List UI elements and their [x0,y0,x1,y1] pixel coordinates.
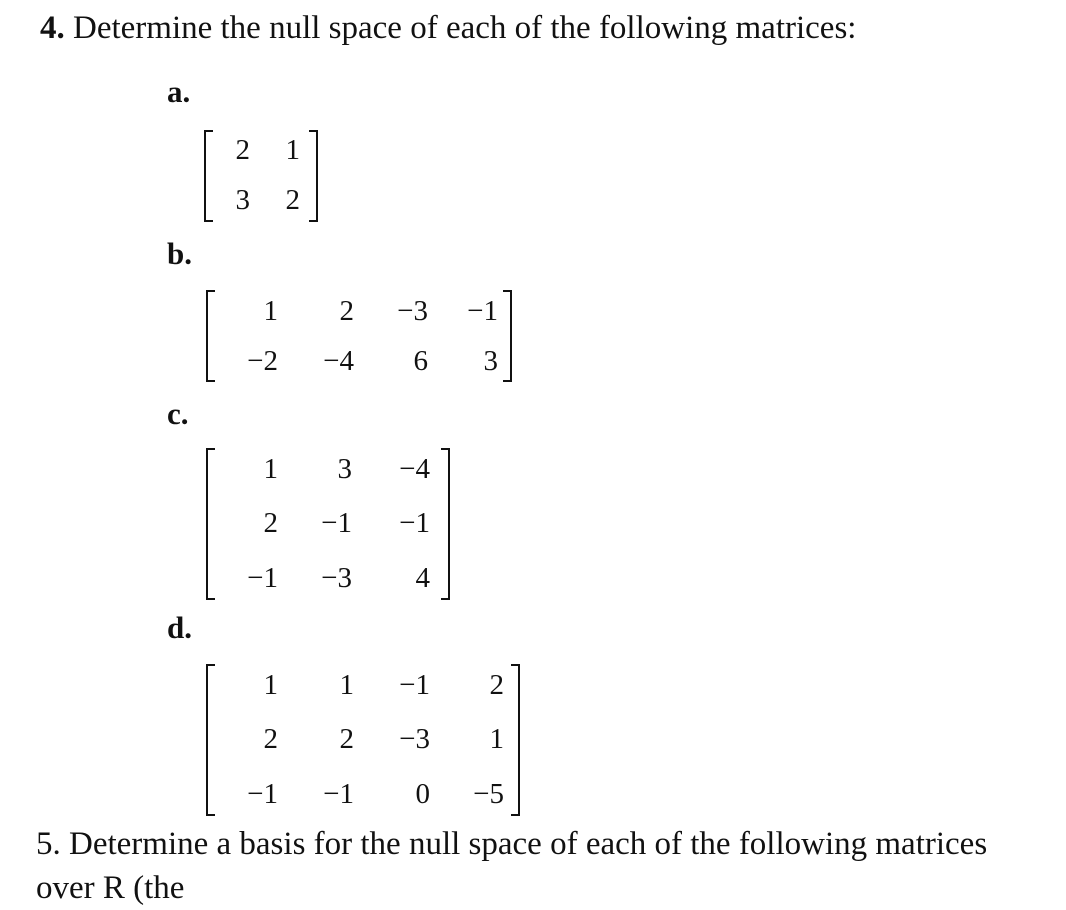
matrix-cell: 2 [263,507,278,539]
matrix-cell: 0 [415,778,430,810]
matrix-cell: 1 [489,723,504,755]
matrix-cell: 2 [263,723,278,755]
matrix-row [206,667,520,703]
matrix-row [206,776,520,812]
matrix-a [204,130,318,222]
matrix-row [206,293,512,329]
matrix-cell: −1 [247,778,278,810]
problem-number: 4. [40,10,65,46]
matrix-row [206,505,450,541]
matrix-cell: 2 [339,295,354,327]
next-problem-cutoff-text [36,822,996,906]
matrix-cell: −2 [247,345,278,377]
matrix-cell: 2 [489,669,504,701]
matrix-cell: −1 [323,778,354,810]
matrix-cell: 3 [483,345,498,377]
matrix-cell: 1 [285,134,300,166]
matrix-cell: −1 [247,562,278,594]
matrix-c [206,448,450,600]
matrix-cell: 3 [235,184,250,216]
matrix-cell: 1 [339,669,354,701]
matrix-cell: −3 [397,295,428,327]
matrix-cell: −3 [321,562,352,594]
matrix-cell: 3 [337,453,352,485]
matrix-cell: 1 [263,295,278,327]
matrix-cell: −1 [467,295,498,327]
matrix-cell: −3 [399,723,430,755]
part-c-label: c. [167,396,189,431]
matrix-row [206,343,512,379]
matrix-cell: 1 [263,669,278,701]
matrix-row [206,721,520,757]
matrix-b [206,290,512,382]
problem-text: Determine the null space of each of the following matrices: [73,10,857,46]
matrix-cell: −1 [399,669,430,701]
matrix-cell: −4 [323,345,354,377]
matrix-cell: 2 [339,723,354,755]
matrix-cell: 2 [285,184,300,216]
part-d-label: d. [167,610,192,645]
problem-heading [40,6,856,50]
matrix-row [204,182,318,218]
matrix-cell: 2 [235,134,250,166]
matrix-row [206,451,450,487]
matrix-cell: 1 [263,453,278,485]
matrix-row [206,560,450,596]
part-a-label: a. [167,74,191,109]
matrix-cell: 4 [415,562,430,594]
matrix-cell: −4 [399,453,430,485]
matrix-cell: −1 [399,507,430,539]
matrix-cell: −1 [321,507,352,539]
matrix-cell: −5 [473,778,504,810]
part-b-label: b. [167,236,192,271]
matrix-cell: 6 [413,345,428,377]
next-problem-text: 5. Determine a basis for the null space of each of the following matrices over R (the [36,826,988,906]
matrix-d [206,664,520,816]
matrix-row [204,132,318,168]
